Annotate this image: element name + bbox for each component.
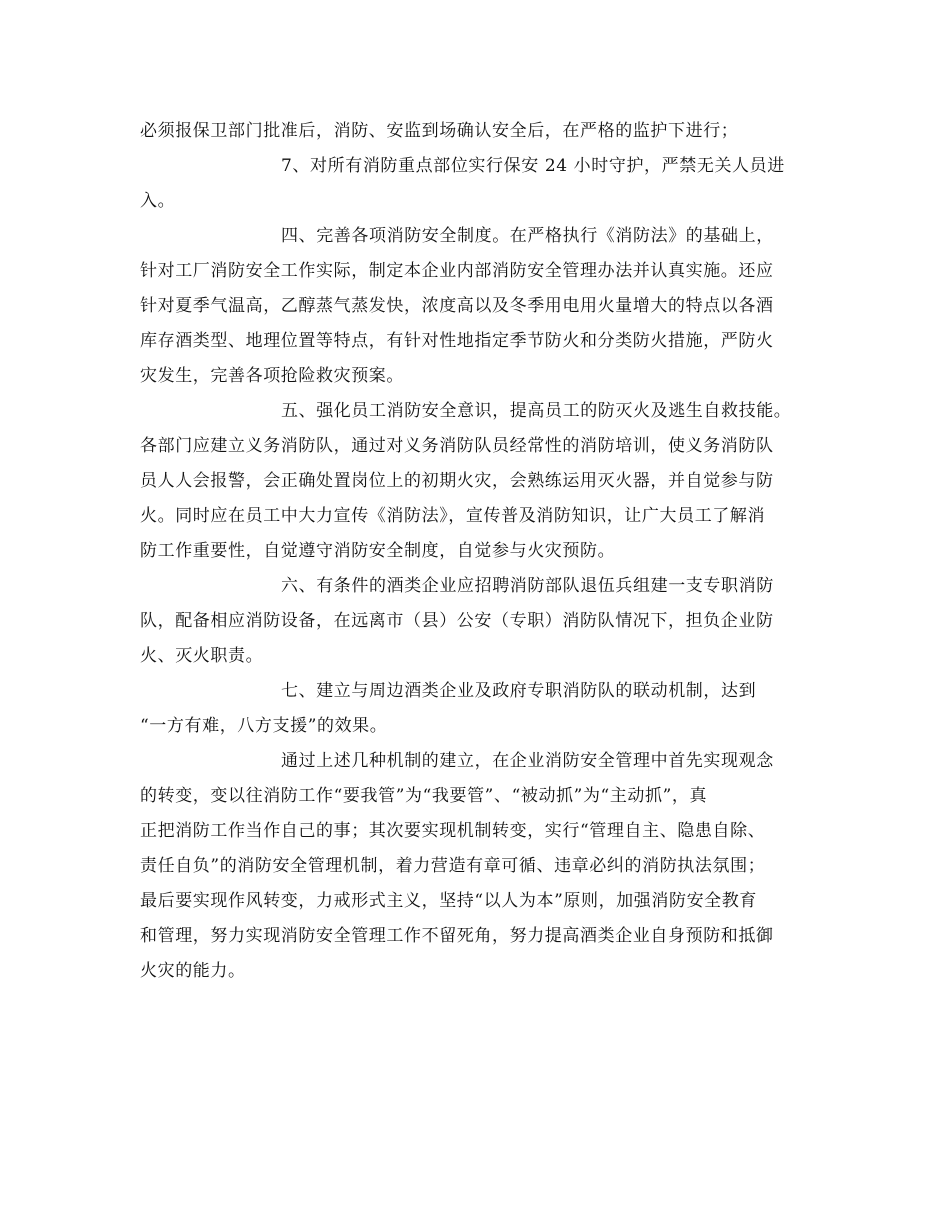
text-line-17: 七、建立与周边酒类企业及政府专职消防队的联动机制，达到 — [281, 681, 757, 701]
text-line-05: 针对工厂消防安全工作实际，制定本企业内部消防安全管理办法并认真实施。还应 — [140, 261, 774, 281]
text-line-18: “一方有难，八方支援”的效果。 — [140, 716, 388, 736]
text-line-16: 火、灭火职责。 — [140, 646, 264, 666]
text-line-23: 最后要实现作风转变，力戒形式主义，坚持“以人为本”原则，加强消防安全教育 — [140, 891, 757, 911]
text-line-01: 必须报保卫部门批准后，消防、安监到场确认安全后，在严格的监护下进行； — [140, 121, 739, 141]
text-line-07: 库存酒类型、地理位置等特点，有针对性地指定季节防火和分类防火措施，严防火 — [140, 331, 774, 351]
text-line-08: 灾发生，完善各项抢险救灾预案。 — [140, 366, 404, 386]
text-line-06: 针对夏季气温高，乙醇蒸气蒸发快，浓度高以及冬季用电用火量增大的特点以各酒 — [140, 296, 774, 316]
text-line-21: 正把消防工作当作自己的事；其次要实现机制转变，实行“管理自主、隐患自除、 — [140, 821, 766, 841]
text-line-10: 各部门应建立义务消防队，通过对义务消防队员经常性的消防培训，使义务消防队 — [140, 436, 774, 456]
text-line-15: 队，配备相应消防设备，在远离市（县）公安（专职）消防队情况下，担负企业防 — [140, 611, 774, 631]
text-line-04: 四、完善各项消防安全制度。在严格执行《消防法》的基础上， — [281, 226, 774, 246]
text-line-25: 火灾的能力。 — [140, 961, 246, 981]
text-line-13: 防工作重要性，自觉遵守消防安全制度，自觉参与火灾预防。 — [140, 541, 616, 561]
text-line-14: 六、有条件的酒类企业应招聘消防部队退伍兵组建一支专职消防 — [281, 576, 774, 596]
text-line-20: 的转变，变以往消防工作“要我管”为“我要管”、“被动抓”为“主动抓”，真 — [140, 786, 708, 806]
text-line-22: 责任自负”的消防安全管理机制，着力营造有章可循、违章必纠的消防执法氛围； — [140, 856, 766, 876]
text-line-11: 员人人会报警，会正确处置岗位上的初期火灾，会熟练运用灭火器，并自觉参与防 — [140, 471, 774, 491]
text-line-02: 7、对所有消防重点部位实行保安 24 小时守护，严禁无关人员进 — [281, 156, 785, 176]
text-line-19: 通过上述几种机制的建立，在企业消防安全管理中首先实现观念 — [281, 751, 774, 771]
text-line-03: 入。 — [140, 191, 176, 211]
text-line-24: 和管理，努力实现消防安全管理工作不留死角，努力提高酒类企业自身预防和抵御 — [140, 926, 774, 946]
text-line-12: 火。同时应在员工中大力宣传《消防法》，宣传普及消防知识，让广大员工了解消 — [140, 506, 766, 526]
text-line-09: 五、强化员工消防安全意识，提高员工的防灭火及逃生自救技能。 — [281, 401, 792, 421]
